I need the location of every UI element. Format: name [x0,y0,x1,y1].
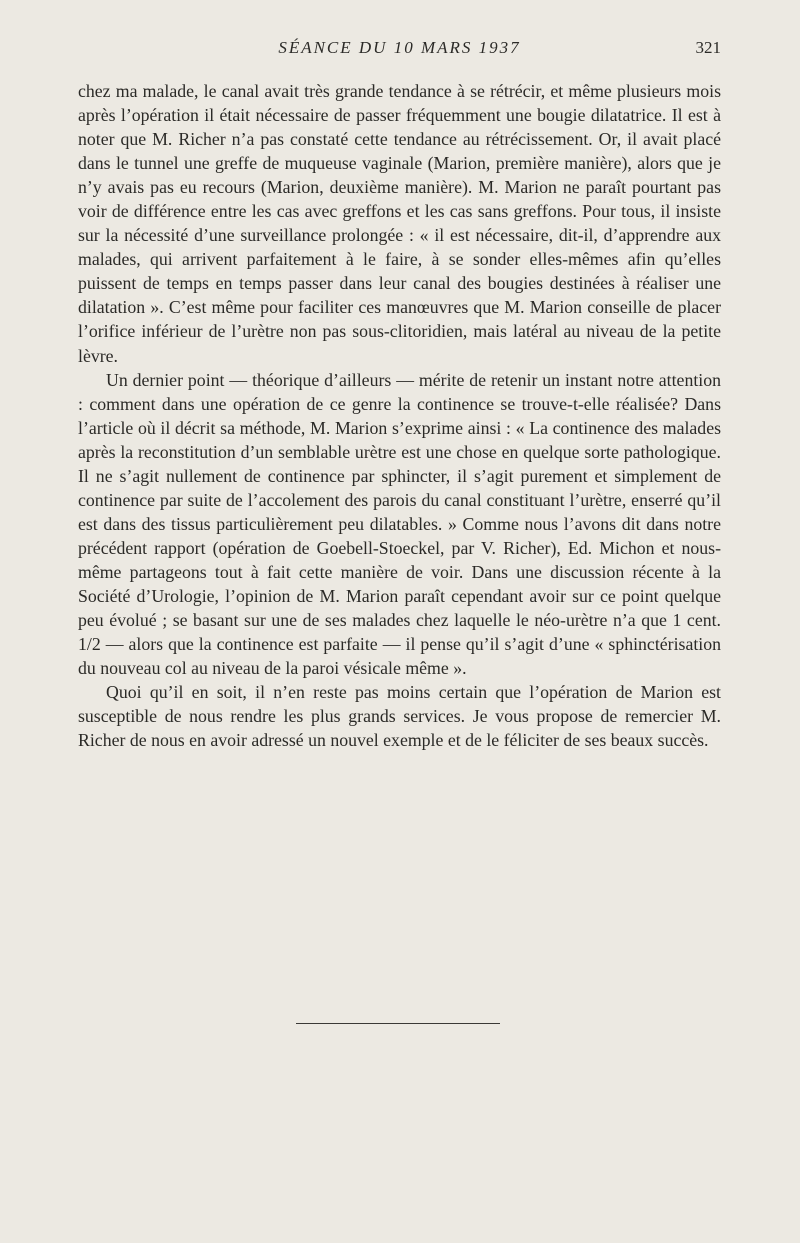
body-text [78,79,721,752]
paragraph-continence: Un dernier point — théorique d’ailleurs — mérite de retenir un instant notre attention : comment dans une opération de ce genre la continence se trouve-t-elle réalisée? Dans l’article où il décrit sa méthode, M. Marion s’exprime ainsi : « La continence des malades après la reconstitution d’un semblable urètre est une chose en quelque sorte pathologique. Il ne s’agit nullement de continence par sphincter, il s’agit purement et simplement de continence par suite de l’accolement des parois du canal constituant l’urètre, enserré qu’il est dans des tissus particulièrement peu dilatables. » Comme nous l’avons dit dans notre précédent rapport (opération de Goebell-Stoeckel, par V. Richer), Ed. Michon et nous-même partageons tout à fait cette manière de voir. Dans une discussion récente à la Société d’Urologie, l’opinion de M. Marion paraît cependant avoir sur ce point quelque peu évolué ; se basant sur une de ses malades chez laquelle le néo-urètre n’a que 1 cent. 1/2 — alors que la continence est parfaite — il pense qu’il s’agit d’une « sphinctérisation du nouveau col au niveau de la paroi vésicale même ». [78,369,721,679]
running-title: SÉANCE DU 10 MARS 1937 [278,38,521,57]
end-rule [296,1023,500,1024]
page-number: 321 [695,38,721,57]
running-head [78,36,721,60]
paragraph-conclusion: Quoi qu’il en soit, il n’en reste pas moins certain que l’opération de Marion est susceptible de nous rendre les plus grands services. Je vous propose de remercier M. Richer de nous en avoir adressé un nouvel exemple et de le féliciter de ses beaux succès. [78,682,721,751]
paragraph-continued: chez ma malade, le canal avait très grande tendance à se rétrécir, et même plusieurs mois après l’opération il était nécessaire de passer fréquemment une bougie dilatatrice. Il est à noter que M. Richer n’a pas constaté cette tendance au rétrécissement. Or, il avait placé dans le tunnel une greffe de muqueuse vaginale (Marion, première manière), alors que je n’y avais pas eu recours (Marion, deuxième manière). M. Marion ne paraît pourtant pas voir de différence entre les cas avec greffons et les cas sans greffons. Pour tous, il insiste sur la nécessité d’une surveillance prolongée : « il est nécessaire, dit-il, d’apprendre aux malades, qui arrivent parfaitement à le faire, à se sonder elles-mêmes afin qu’elles puissent de temps en temps passer dans leur canal des bougies destinées à réaliser une dilatation ». C’est même pour faciliter ces manœuvres que M. Marion conseille de placer l’orifice inférieur de l’urètre non pas sous-clitoridien, mais latéral au niveau de la petite lèvre. [78,81,721,366]
